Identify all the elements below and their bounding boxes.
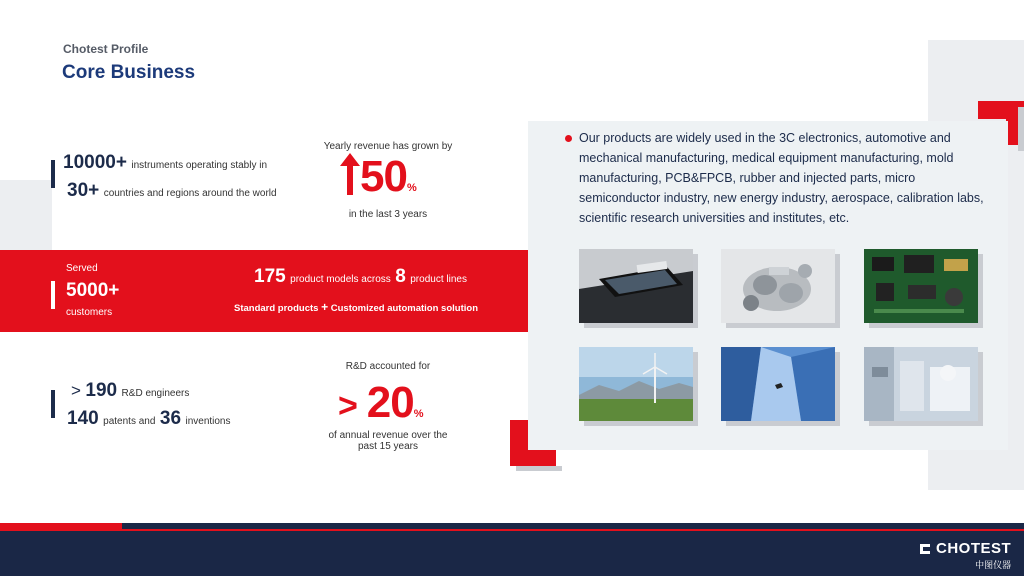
chotest-logo xyxy=(918,540,1011,571)
instruments-stat xyxy=(63,152,267,174)
inventions-number: 36 xyxy=(159,408,182,429)
inventions-text: inventions xyxy=(185,416,231,427)
applications-description: Our products are widely used in the 3C electronics, automotive and mechanical manufacturing, medical equipment manufacturing, mold manufacturing, PCB&FPCB, rubber and injected parts, micro semiconductor industry, new energy industry, aerospace, calibration labs, scientific research universities and institutes, etc. xyxy=(579,131,984,225)
countries-number: 30+ xyxy=(67,180,100,201)
chotest-logo-icon xyxy=(918,542,932,556)
aerospace-photo xyxy=(721,347,835,421)
pcb-photo xyxy=(864,249,978,323)
solutions-line xyxy=(234,300,478,314)
rd-share xyxy=(338,378,423,428)
countries-text: countries and regions around the world xyxy=(103,188,277,199)
lines-text: product lines xyxy=(410,274,467,285)
rd-gt: > xyxy=(338,387,358,425)
patents-text: patents and xyxy=(103,416,156,427)
corner-decor-tr-b xyxy=(1006,101,1024,145)
page-title: Core Business xyxy=(62,62,196,83)
standard-products: Standard products xyxy=(234,303,319,314)
stat-accent-bar xyxy=(51,160,55,188)
revenue-caption: Yearly revenue has grown by xyxy=(323,141,453,152)
models-number: 175 xyxy=(254,266,286,287)
automotive-parts-photo xyxy=(721,249,835,323)
section-subtitle: Chotest Profile xyxy=(63,42,149,56)
product-models-stat xyxy=(254,266,467,288)
corner-decor-bl-b xyxy=(510,448,556,466)
rd-unit: % xyxy=(413,408,424,420)
laboratory-photo xyxy=(864,347,978,421)
engineers-gt: > xyxy=(71,381,81,400)
customers-number: 5000+ xyxy=(66,280,120,301)
plus-sign: + xyxy=(321,300,329,314)
customers-label: customers xyxy=(66,307,113,318)
corner-decor-bl-shadow xyxy=(516,466,562,471)
footer-notch xyxy=(122,523,1024,529)
custom-solution: Customized automation solution xyxy=(330,303,478,314)
patents-stat xyxy=(67,408,231,430)
rd-value: 20 xyxy=(366,378,414,427)
bullet-icon xyxy=(565,135,572,142)
electronics-photo xyxy=(579,249,693,323)
served-label: Served xyxy=(66,263,98,274)
logo-cn: 中图仪器 xyxy=(975,560,1012,570)
revenue-value: 50 xyxy=(360,152,407,201)
band-accent-bar xyxy=(51,281,55,309)
logo-name: CHOTEST xyxy=(936,540,1012,557)
models-text: product models across xyxy=(290,274,391,285)
instruments-number: 10000+ xyxy=(63,152,127,173)
lines-number: 8 xyxy=(395,266,406,287)
engineers-stat xyxy=(71,380,189,402)
revenue-period: in the last 3 years xyxy=(348,209,428,220)
engineers-number: 190 xyxy=(85,380,118,401)
instruments-text: instruments operating stably in xyxy=(131,160,268,171)
engineers-text: R&D engineers xyxy=(121,388,190,399)
revenue-unit: % xyxy=(406,182,417,194)
patents-number: 140 xyxy=(67,408,99,429)
rd-caption: R&D accounted for xyxy=(345,361,431,372)
countries-stat xyxy=(67,180,277,202)
revenue-growth xyxy=(340,152,417,202)
footer-bar xyxy=(0,531,1024,576)
wind-turbine-photo xyxy=(579,347,693,421)
arrow-up-icon xyxy=(340,153,360,195)
rd-accent-bar xyxy=(51,390,55,418)
rd-period: of annual revenue over the past 15 years xyxy=(328,430,448,452)
